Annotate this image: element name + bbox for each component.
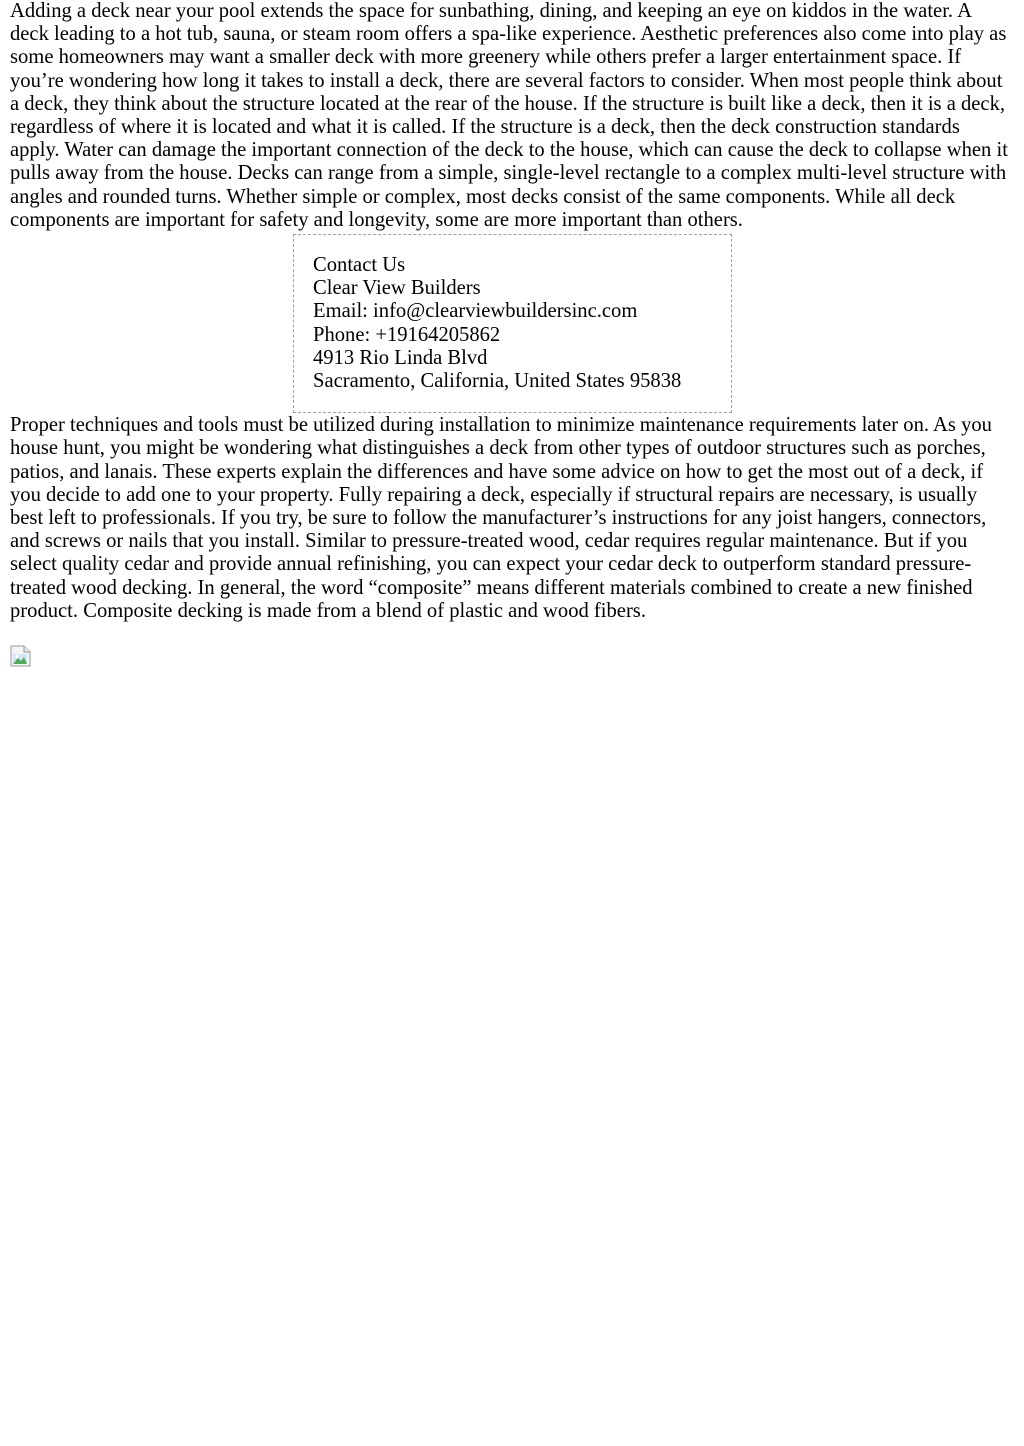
contact-city-line: Sacramento, California, United States 95838 (313, 370, 682, 393)
contact-heading: Contact Us (313, 254, 406, 277)
contact-email: Email: info@clearviewbuildersinc.com (313, 300, 638, 323)
broken-image-icon (10, 645, 32, 667)
article-paragraph-1: Adding a deck near your pool extends the space for sunbathing, dining, and keeping an eye on kiddos in the water. A deck leading to a hot tub, sauna, or steam room offers a spa-like experience. Aesthetic preferences also come into play as some homeowners may want a smaller deck with more greenery while others prefer a larger entertainment space. If you’re wondering how long it takes to install a deck, there are several factors to consider. When most people think about a deck, they think about the structure located at the rear of the house. If the structure is built like a deck, then it is a deck, regardless of where it is located and what it is called. If the structure is a deck, then the deck construction standards apply. Water can damage the important connection of the deck to the house, which can cause the deck to collapse when it pulls away from the house. Decks can range from a simple, single-level rectangle to a complex multi-level structure with angles and rounded turns. Whether simple or complex, most decks consist of the same components. While all deck components are important for safety and longevity, some are more important than others. (10, 0, 1008, 231)
page-content (0, 0, 1024, 667)
contact-phone: Phone: +19164205862 (313, 323, 501, 346)
contact-company: Clear View Builders (313, 277, 481, 300)
contact-box (293, 234, 732, 413)
article-paragraph-2: Proper techniques and tools must be utilized during installation to minimize maintenance requirements later on. As you house hunt, you might be wondering what distinguishes a deck from other types of outdoor structures such as porches, patios, and lanais. These experts explain the differences and have some advice on how to get the most out of a deck, if you decide to add one to your property. Fully repairing a deck, especially if structural repairs are necessary, is usually best left to professionals. If you try, be sure to follow the manufacturer’s instructions for any joist hangers, connectors, and screws or nails that you install. Similar to pressure-treated wood, cedar requires regular maintenance. But if you select quality cedar and provide annual refinishing, you can expect your cedar deck to outperform standard pressure-treated wood decking. In general, the word “composite” means different materials combined to create a new finished product. Composite decking is made from a blend of plastic and wood fibers. (10, 414, 992, 622)
contact-street: 4913 Rio Linda Blvd (313, 346, 488, 369)
